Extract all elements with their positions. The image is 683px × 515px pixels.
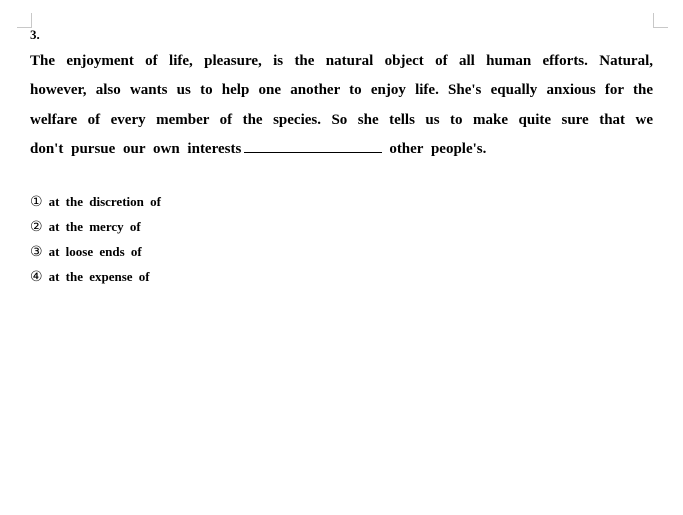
passage-line: The enjoyment of life, pleasure, is the natural object of all human efforts. Natural, <box>30 53 653 69</box>
passage-text-after-blank: other people's. <box>389 140 487 157</box>
option-text: at the discretion of <box>48 194 161 209</box>
page-corner-mark-top-left <box>17 13 32 28</box>
passage-line: welfare of every member of the species. So she tells us to make quite sure that we <box>30 111 653 128</box>
question-number: 3. <box>30 27 40 42</box>
option-number-marker: ④ <box>30 269 43 285</box>
passage-line: however, also wants us to help one another to enjoy life. She's equally anxious for the <box>30 82 653 99</box>
option-text: at the expense of <box>48 269 150 284</box>
question-passage <box>30 47 653 164</box>
answer-option-1[interactable] <box>30 192 161 217</box>
page-corner-mark-top-right <box>653 13 668 28</box>
option-text: at the mercy of <box>48 219 141 234</box>
option-number-marker: ① <box>30 194 43 210</box>
option-number-marker: ② <box>30 219 43 235</box>
option-text: at loose ends of <box>48 244 142 259</box>
option-number-marker: ③ <box>30 244 43 260</box>
answer-options-list <box>30 192 161 292</box>
answer-blank <box>244 140 382 153</box>
answer-option-2[interactable] <box>30 217 161 242</box>
answer-option-4[interactable] <box>30 267 161 292</box>
passage-line-with-blank <box>30 135 653 164</box>
answer-option-3[interactable] <box>30 242 161 267</box>
passage-text-before-blank: don't pursue our own interests <box>30 140 242 157</box>
